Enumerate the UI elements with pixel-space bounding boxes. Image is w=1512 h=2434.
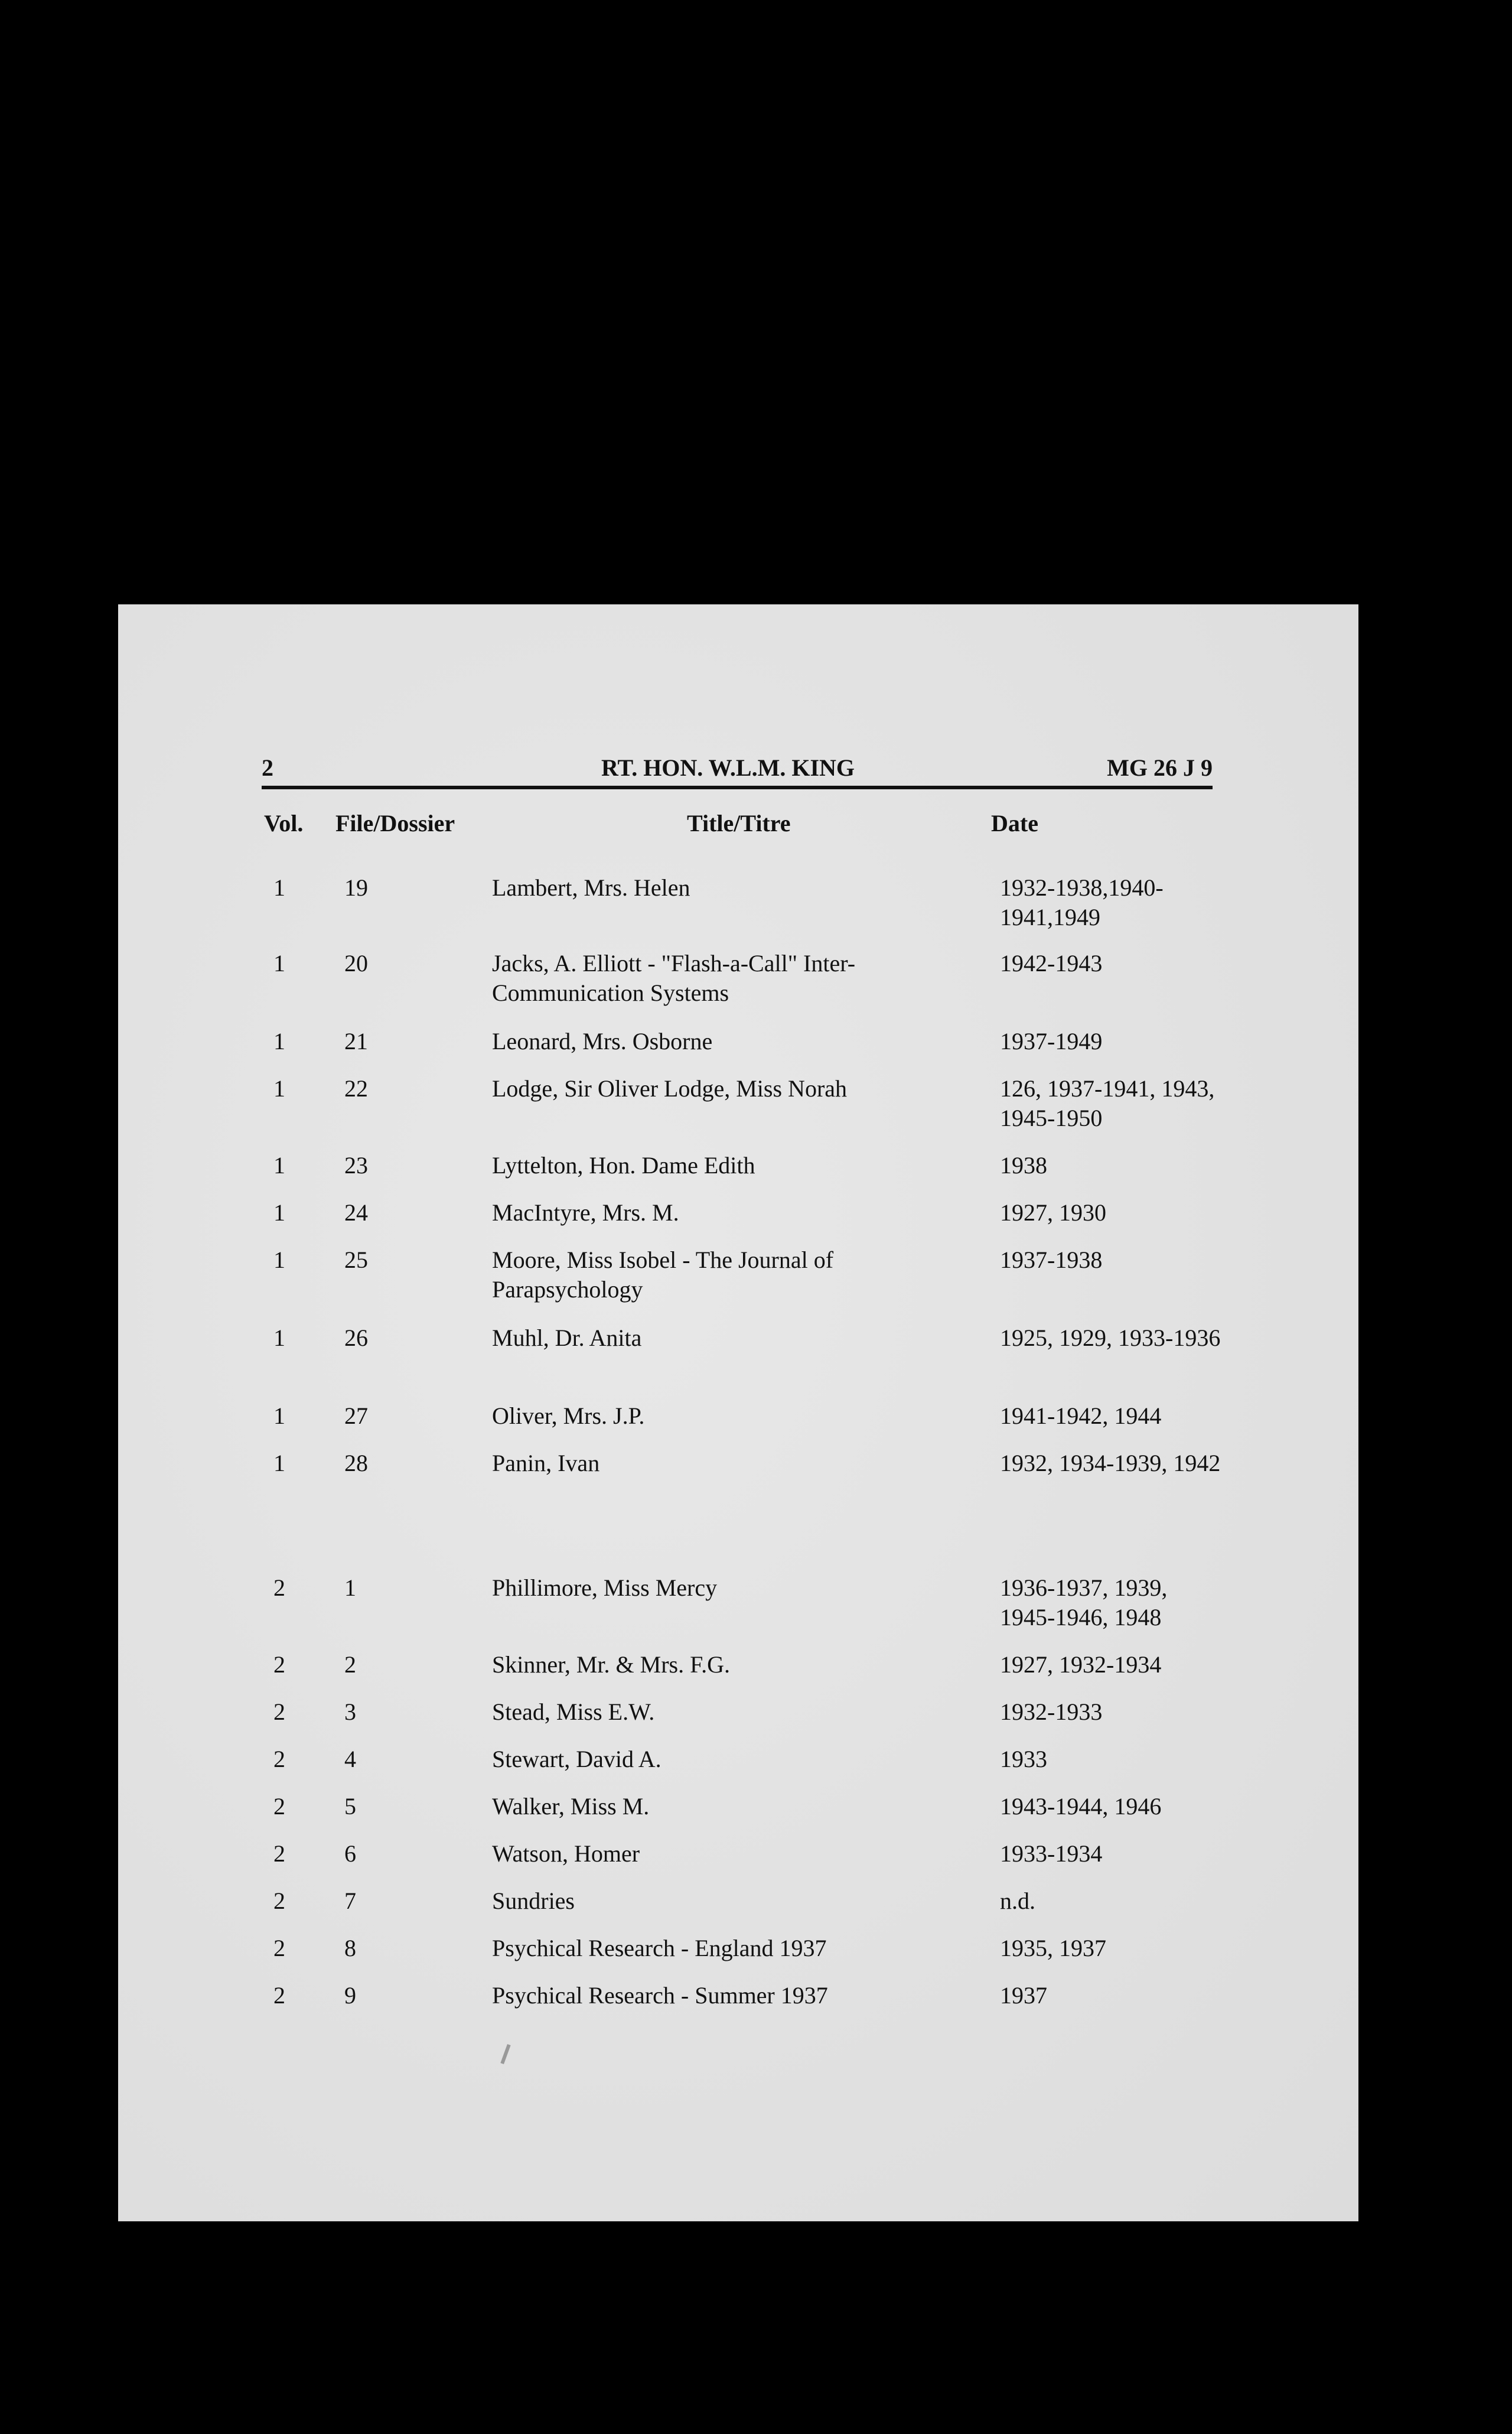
file-cell: 20 (344, 950, 368, 977)
vol-cell: 1 (273, 874, 285, 901)
date-cell: 1935, 1937 (1000, 1935, 1106, 1961)
title-cell: Psychical Research - England 1937 (492, 1935, 827, 1961)
title-cell: Walker, Miss M. (492, 1793, 650, 1820)
title-cell: Stewart, David A. (492, 1746, 662, 1772)
file-cell: 3 (344, 1698, 356, 1725)
date-cell: 1932, 1934-1939, 1942 (1000, 1450, 1221, 1476)
title-cell: Leonard, Mrs. Osborne (492, 1028, 713, 1055)
document-page (118, 604, 1358, 2221)
vol-cell: 2 (273, 1651, 285, 1678)
title-cell: Lambert, Mrs. Helen (492, 874, 690, 901)
vol-cell: 2 (273, 1840, 285, 1867)
file-cell: 4 (344, 1746, 356, 1772)
vol-cell: 1 (273, 1152, 285, 1179)
fonds-reference: MG 26 J 9 (1107, 754, 1213, 781)
date-cell: 1927, 1930 (1000, 1199, 1106, 1226)
vol-cell: 1 (273, 1028, 285, 1055)
page-header (262, 750, 1213, 789)
vol-cell: 2 (273, 1698, 285, 1725)
file-cell: 24 (344, 1199, 368, 1226)
file-cell: 23 (344, 1152, 368, 1179)
date-cell: 1937-1938 (1000, 1247, 1103, 1273)
vol-cell: 2 (273, 1888, 285, 1914)
column-header-date: Date (991, 810, 1038, 837)
date-cell: 1943-1944, 1946 (1000, 1793, 1162, 1820)
title-cell: Psychical Research - Summer 1937 (492, 1982, 828, 2009)
column-header-vol: Vol. (264, 810, 304, 837)
file-cell: 19 (344, 874, 368, 901)
file-cell: 9 (344, 1982, 356, 2009)
date-cell: 126, 1937-1941, 1943, 1945-1950 (1000, 1075, 1215, 1131)
file-cell: 6 (344, 1840, 356, 1867)
vol-cell: 1 (273, 1247, 285, 1273)
title-cell: Moore, Miss Isobel - The Journal of Parapsychology (492, 1247, 834, 1303)
file-cell: 26 (344, 1325, 368, 1351)
title-cell: Panin, Ivan (492, 1450, 600, 1476)
date-cell: 1927, 1932-1934 (1000, 1651, 1162, 1678)
vol-cell: 1 (273, 1075, 285, 1102)
vol-cell: 1 (273, 950, 285, 977)
title-cell: Watson, Homer (492, 1840, 640, 1867)
vol-cell: 1 (273, 1450, 285, 1476)
file-cell: 27 (344, 1403, 368, 1429)
date-cell: 1925, 1929, 1933-1936 (1000, 1325, 1221, 1351)
date-cell: 1938 (1000, 1152, 1047, 1179)
title-cell: Stead, Miss E.W. (492, 1698, 655, 1725)
vol-cell: 2 (273, 1935, 285, 1961)
title-cell: Muhl, Dr. Anita (492, 1325, 642, 1351)
date-cell: n.d. (1000, 1888, 1035, 1914)
date-cell: 1932-1933 (1000, 1698, 1103, 1725)
date-cell: 1933 (1000, 1746, 1047, 1772)
title-cell: Oliver, Mrs. J.P. (492, 1403, 645, 1429)
vol-cell: 2 (273, 1982, 285, 2009)
file-cell: 5 (344, 1793, 356, 1820)
date-cell: 1941-1942, 1944 (1000, 1403, 1162, 1429)
title-cell: Phillimore, Miss Mercy (492, 1574, 718, 1601)
vol-cell: 1 (273, 1325, 285, 1351)
date-cell: 1936-1937, 1939, 1945-1946, 1948 (1000, 1574, 1168, 1631)
file-cell: 28 (344, 1450, 368, 1476)
file-cell: 1 (344, 1574, 356, 1601)
date-cell: 1937-1949 (1000, 1028, 1103, 1055)
file-cell: 21 (344, 1028, 368, 1055)
pencil-mark (500, 2044, 510, 2064)
column-header-title: Title/Titre (687, 810, 791, 837)
date-cell: 1932-1938,1940-1941,1949 (1000, 874, 1164, 930)
vol-cell: 1 (273, 1403, 285, 1429)
date-cell: 1942-1943 (1000, 950, 1103, 977)
page-number: 2 (262, 754, 273, 781)
vol-cell: 2 (273, 1793, 285, 1820)
file-cell: 25 (344, 1247, 368, 1273)
title-cell: Sundries (492, 1888, 575, 1914)
file-cell: 22 (344, 1075, 368, 1102)
file-cell: 2 (344, 1651, 356, 1678)
vol-cell: 2 (273, 1746, 285, 1772)
vol-cell: 1 (273, 1199, 285, 1226)
vol-cell: 2 (273, 1574, 285, 1601)
file-cell: 8 (344, 1935, 356, 1961)
column-header-file: File/Dossier (335, 810, 455, 837)
file-cell: 7 (344, 1888, 356, 1914)
title-cell: Lyttelton, Hon. Dame Edith (492, 1152, 755, 1179)
header-title: RT. HON. W.L.M. KING (601, 754, 855, 781)
date-cell: 1933-1934 (1000, 1840, 1103, 1867)
title-cell: Skinner, Mr. & Mrs. F.G. (492, 1651, 731, 1678)
title-cell: Jacks, A. Elliott - "Flash-a-Call" Inter-Communication Systems (492, 950, 856, 1006)
date-cell: 1937 (1000, 1982, 1047, 2009)
title-cell: Lodge, Sir Oliver Lodge, Miss Norah (492, 1075, 848, 1102)
title-cell: MacIntyre, Mrs. M. (492, 1199, 679, 1226)
